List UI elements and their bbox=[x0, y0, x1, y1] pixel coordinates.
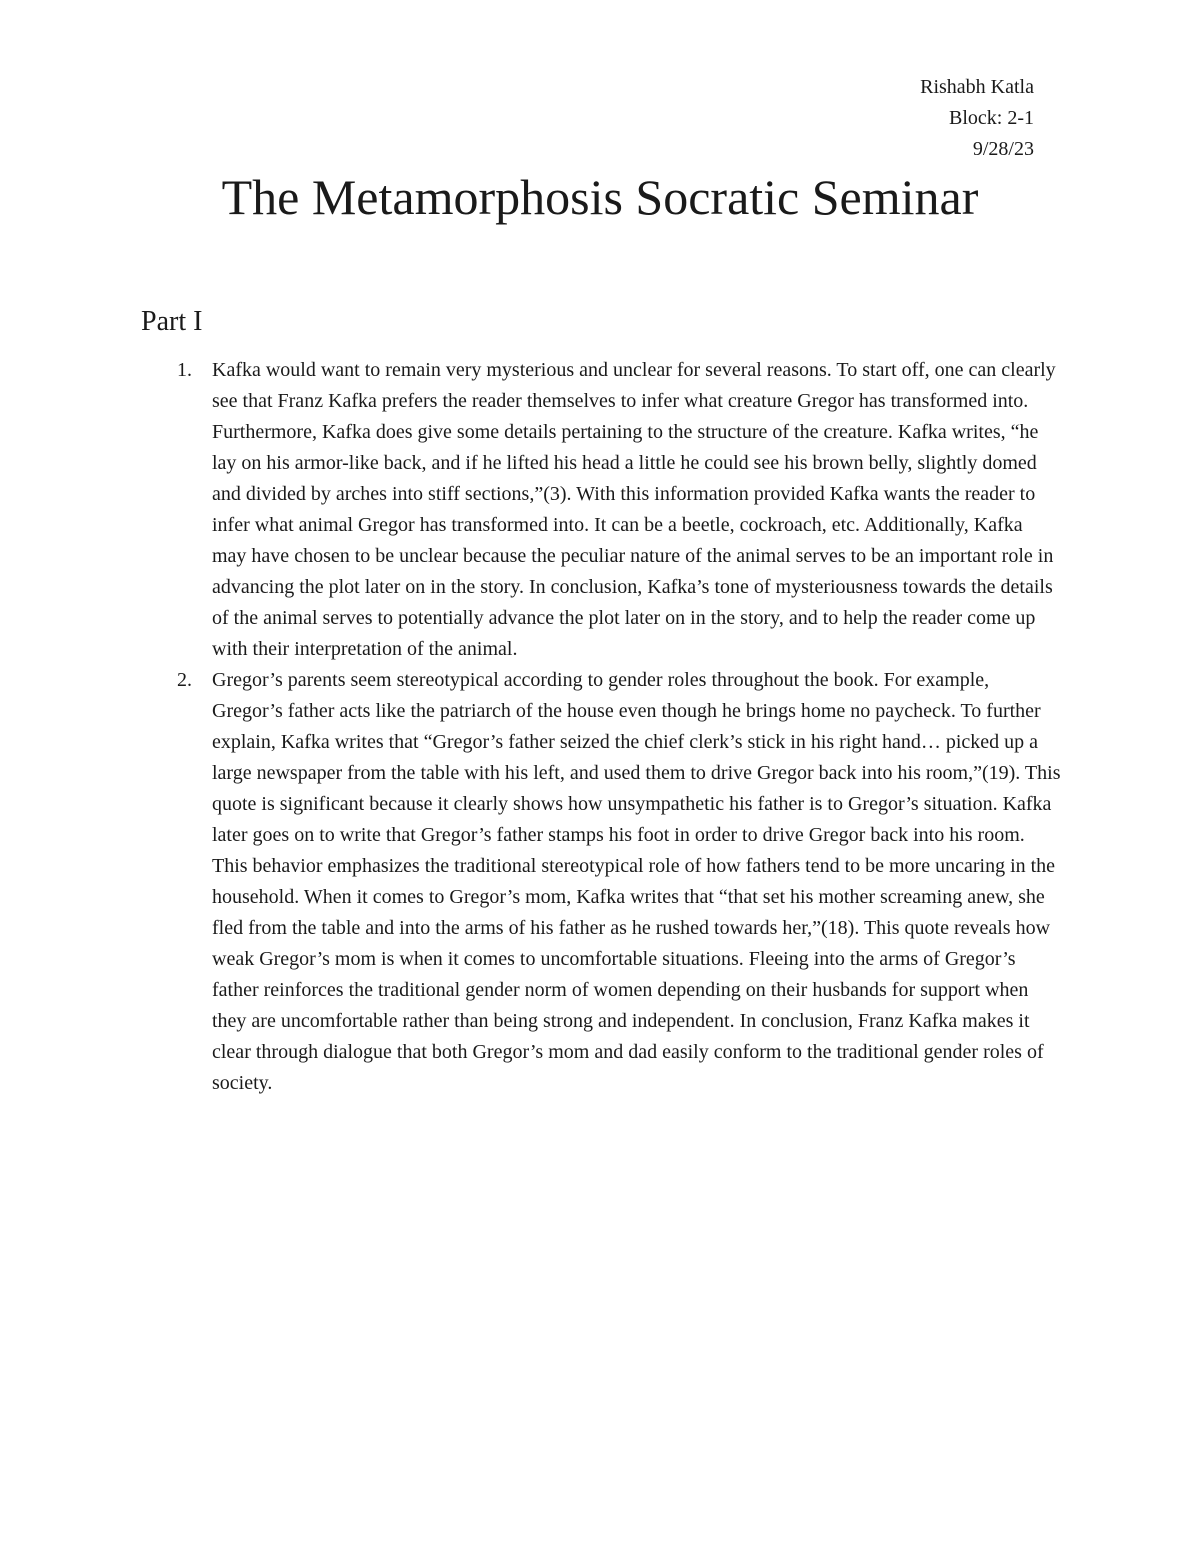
list-item bbox=[141, 355, 1061, 665]
document-date: 9/28/23 bbox=[972, 138, 1034, 160]
document-title: The Metamorphosis Socratic Seminar bbox=[221, 169, 979, 225]
student-info-header bbox=[920, 72, 1034, 165]
answer-number: 2. bbox=[177, 669, 192, 691]
list-item bbox=[141, 665, 1061, 1099]
answer-list bbox=[141, 355, 1061, 1099]
answer-text: Kafka would want to remain very mysterious and unclear for several reasons. To start off, one can clearly see that Franz Kafka prefers the reader themselves to infer what creature Gregor has transformed into. Furthermore, Kafka does give some details pertaining to the structure of the creature. Kafka writes, “he lay on his armor-like back, and if he lifted his head a little he could see his brown belly, slightly domed and divided by arches into stiff sections,”(3). With this information provided Kafka wants the reader to infer what animal Gregor has transformed into. It can be a beetle, cockroach, etc. Additionally, Kafka may have chosen to be unclear because the peculiar nature of the animal serves to be an important role in advancing the plot later on in the story. In conclusion, Kafka’s tone of mysteriousness towards the details of the animal serves to potentially advance the plot later on in the story, and to help the reader come up with their interpretation of the animal. bbox=[212, 359, 1056, 660]
answer-text: Gregor’s parents seem stereotypical according to gender roles throughout the book. For example, Gregor’s father acts like the patriarch of the house even though he brings home no paycheck. To further explain, Kafka writes that “Gregor’s father seized the chief clerk’s stick in his right hand… picked up a large newspaper from the table with his left, and used them to drive Gregor back into his room,”(19). This quote is significant because it clearly shows how unsympathetic his father is to Gregor’s situation. Kafka later goes on to write that Gregor’s father stamps his foot in order to drive Gregor back into his room. This behavior emphasizes the traditional stereotypical role of how fathers tend to be more uncaring in the household. When it comes to Gregor’s mom, Kafka writes that “that set his mother screaming anew, she fled from the table and into the arms of his father as he rushed towards her,”(18). This quote reveals how weak Gregor’s mom is when it comes to uncomfortable situations. Fleeing into the arms of Gregor’s father reinforces the traditional gender norm of women depending on their husbands for support when they are uncomfortable rather than being strong and independent. In conclusion, Franz Kafka makes it clear through dialogue that both Gregor’s mom and dad easily conform to the traditional gender roles of society. bbox=[212, 669, 1061, 1094]
student-name: Rishabh Katla bbox=[920, 76, 1034, 98]
answer-number: 1. bbox=[177, 359, 192, 381]
section-heading-part-1: Part I bbox=[141, 306, 203, 337]
class-block: Block: 2-1 bbox=[949, 107, 1034, 129]
